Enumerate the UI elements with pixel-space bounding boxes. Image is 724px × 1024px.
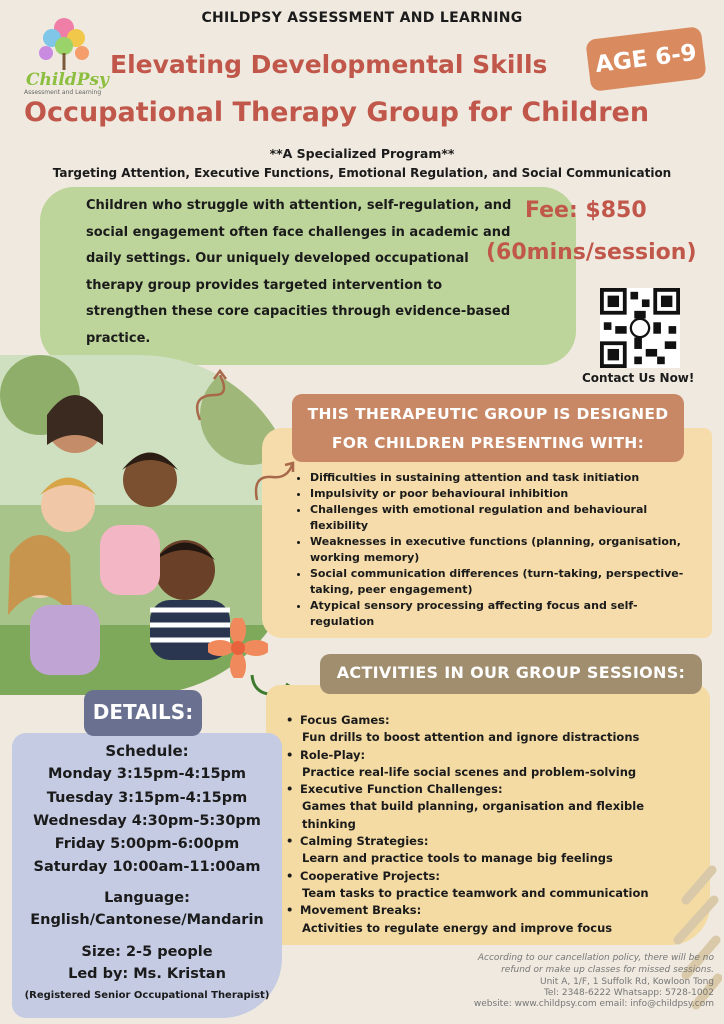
title-line-2: Occupational Therapy Group for Children	[24, 97, 650, 128]
subtitle-targets: Targeting Attention, Executive Functions, Emotional Regulation, and Social Communication	[52, 166, 672, 180]
led-by: Led by: Ms. Kristan	[68, 966, 226, 982]
activity-title: • Movement Breaks:	[286, 902, 696, 919]
activities-list	[286, 712, 696, 937]
logo-subtext: Assessment and Learning	[24, 89, 102, 96]
phone: Tel: 2348-6222 Whatsapp: 5728-1002	[543, 988, 714, 998]
logo-text: ChildPsy	[26, 70, 109, 90]
details-heading: DETAILS:	[92, 700, 194, 724]
organization-name: CHILDPSY ASSESSMENT AND LEARNING	[201, 10, 523, 26]
language-value: English/Cantonese/Mandarin	[30, 912, 264, 928]
list-item: • Challenges with emotional regulation and behavioural flexibility	[310, 502, 694, 534]
schedule-row: Saturday 10:00am-11:00am	[33, 859, 261, 875]
address: Unit A, 1/F, 1 Suffolk Rd, Kowloon Tong	[540, 977, 714, 987]
activity-desc: Fun drills to boost attention and ignore distractions	[302, 730, 640, 745]
curly-arrow-icon	[190, 365, 240, 425]
activity-title: • Calming Strategies:	[286, 833, 696, 850]
designed-for-list	[294, 470, 694, 630]
session-length: (60mins/session)	[486, 240, 697, 265]
schedule-row: Friday 5:00pm-6:00pm	[54, 836, 240, 852]
fee-price: Fee: $850	[525, 198, 647, 223]
age-badge: AGE 6-9	[585, 26, 706, 92]
therapist-credential: (Registered Senior Occupational Therapist)	[24, 990, 270, 1001]
list-item: • Social communication differences (turn-taking, perspective-taking, peer engagement)	[310, 566, 694, 598]
activity-title: • Focus Games:	[286, 712, 696, 729]
curly-arrow-icon	[252, 455, 297, 505]
contact-cta: Contact Us Now!	[582, 371, 695, 385]
schedule-row: Wednesday 4:30pm-5:30pm	[33, 813, 261, 829]
activity-desc: Team tasks to practice teamwork and communication	[302, 885, 649, 900]
schedule-row: Tuesday 3:15pm-4:15pm	[46, 790, 248, 806]
list-item: • Atypical sensory processing affecting focus and self-regulation	[310, 598, 694, 630]
title-line-1: Elevating Developmental Skills	[110, 50, 548, 79]
website-email[interactable]: website: www.childpsy.com email: info@childpsy.com	[473, 999, 714, 1009]
schedule-label: Schedule:	[105, 742, 189, 760]
group-size: Size: 2-5 people	[81, 944, 213, 960]
activity-desc: Learn and practice tools to manage big feelings	[302, 851, 613, 866]
list-item: • Difficulties in sustaining attention and task initiation	[310, 470, 694, 486]
policy-line-2: refund or make up classes for missed sessions.	[501, 965, 714, 975]
designed-for-heading-line1: THIS THERAPEUTIC GROUP IS DESIGNED	[307, 405, 669, 423]
policy-line-1: According to our cancellation policy, there will be no	[477, 953, 714, 963]
activity-desc: Games that build planning, organisation and flexible thinking	[302, 799, 645, 831]
flower-icon	[208, 618, 268, 678]
activity-desc: Practice real-life social scenes and problem-solving	[302, 764, 637, 779]
language-label: Language:	[104, 890, 190, 906]
schedule-row: Monday 3:15pm-4:15pm	[47, 766, 247, 782]
qr-code-icon[interactable]	[600, 288, 680, 368]
activity-title: • Cooperative Projects:	[286, 868, 696, 885]
activity-title: • Executive Function Challenges:	[286, 781, 696, 798]
subtitle-specialized: **A Specialized Program**	[269, 146, 455, 161]
activities-heading: ACTIVITIES IN OUR GROUP SESSIONS:	[336, 663, 686, 682]
designed-for-heading	[292, 400, 684, 458]
list-item: • Weaknesses in executive functions (planning, organisation, working memory)	[310, 534, 694, 566]
intro-text: Children who struggle with attention, self-regulation, and social engagement often face challenges in academic and daily settings. Our uniquely developed occupational therapy group provides targeted intervention to strengthen these core capacities through evidence-based practice.	[86, 198, 512, 346]
list-item: • Impulsivity or poor behavioural inhibition	[310, 486, 694, 502]
designed-for-heading-line2: FOR CHILDREN PRESENTING WITH:	[331, 434, 645, 452]
activity-title: • Role-Play:	[286, 747, 696, 764]
activity-desc: Activities to regulate energy and improve focus	[302, 920, 613, 935]
